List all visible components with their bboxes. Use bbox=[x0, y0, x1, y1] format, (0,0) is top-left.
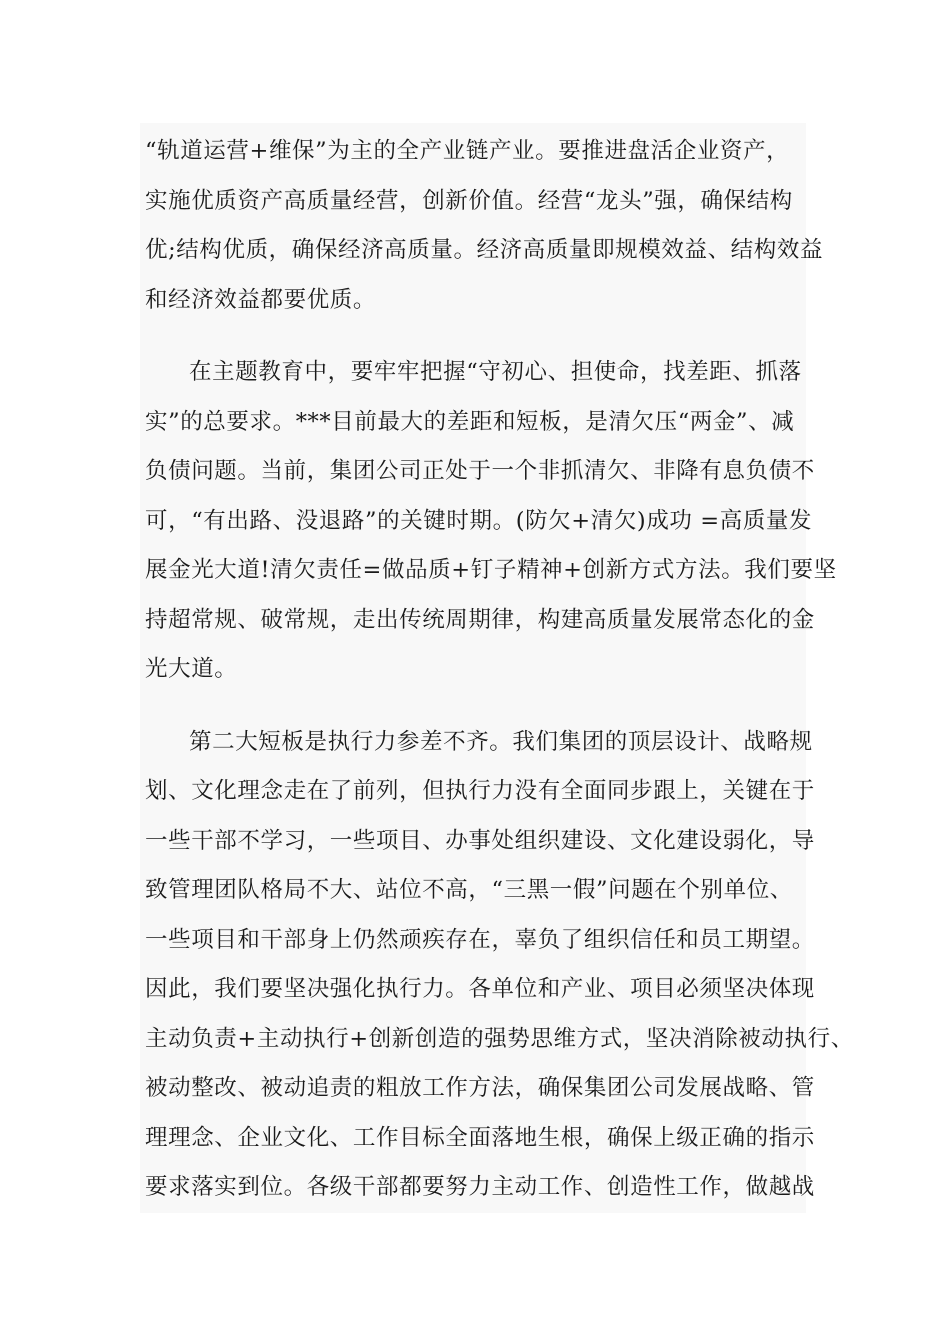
paragraph-3-line-7: 主动负责+主动执行+创新创造的强势思维方式，坚决消除被动执行、 bbox=[145, 1026, 854, 1052]
paragraph-2-line-4: 可，“有出路、没退路”的关键时期。(防欠+清欠)成功 =高质量发 bbox=[145, 508, 813, 534]
paragraph-2-line-2: 实”的总要求。***目前最大的差距和短板，是清欠压“两金”、减 bbox=[145, 409, 795, 435]
paragraph-1-line-4: 和经济效益都要优质。 bbox=[145, 287, 377, 313]
paragraph-3-line-9: 理理念、企业文化、工作目标全面落地生根，确保上级正确的指示 bbox=[145, 1125, 815, 1151]
paragraph-3-line-6: 因此，我们要坚决强化执行力。各单位和产业、项目必须坚决体现 bbox=[145, 976, 815, 1002]
paragraph-2-line-6: 持超常规、破常规，走出传统周期律，构建高质量发展常态化的金 bbox=[145, 607, 815, 633]
paragraph-3-line-5: 一些项目和干部身上仍然顽疾存在，辜负了组织信任和员工期望。 bbox=[145, 927, 815, 953]
paragraph-2-line-1: 在主题教育中，要牢牢把握“守初心、担使命，找差距、抓落 bbox=[189, 359, 802, 385]
paragraph-3-line-4: 致管理团队格局不大、站位不高，“三黑一假”问题在个别单位、 bbox=[145, 877, 793, 903]
paragraph-3-line-3: 一些干部不学习，一些项目、办事处组织建设、文化建设弱化，导 bbox=[145, 828, 815, 854]
paragraph-1-line-3: 优;结构优质，确保经济高质量。经济高质量即规模效益、结构效益 bbox=[145, 237, 824, 263]
paragraph-2-line-7: 光大道。 bbox=[145, 656, 238, 682]
paragraph-3-line-10: 要求落实到位。各级干部都要努力主动工作、创造性工作，做越战 bbox=[145, 1174, 815, 1200]
paragraph-2-line-5: 展金光大道!清欠责任=做品质+钉子精神+创新方式方法。我们要坚 bbox=[145, 557, 837, 583]
paragraph-1-line-1: “轨道运营+维保”为主的全产业链产业。要推进盘活企业资产， bbox=[145, 138, 790, 164]
paragraph-1-line-2: 实施优质资产高质量经营，创新价值。经营“龙头”强，确保结构 bbox=[145, 188, 793, 214]
paragraph-2-line-3: 负债问题。当前，集团公司正处于一个非抓清欠、非降有息负债不 bbox=[145, 458, 815, 484]
paragraph-3-line-1: 第二大短板是执行力参差不齐。我们集团的顶层设计、战略规 bbox=[189, 729, 813, 755]
paragraph-3-line-8: 被动整改、被动追责的粗放工作方法，确保集团公司发展战略、管 bbox=[145, 1075, 815, 1101]
paragraph-3-line-2: 划、文化理念走在了前列，但执行力没有全面同步跟上，关键在于 bbox=[145, 778, 815, 804]
